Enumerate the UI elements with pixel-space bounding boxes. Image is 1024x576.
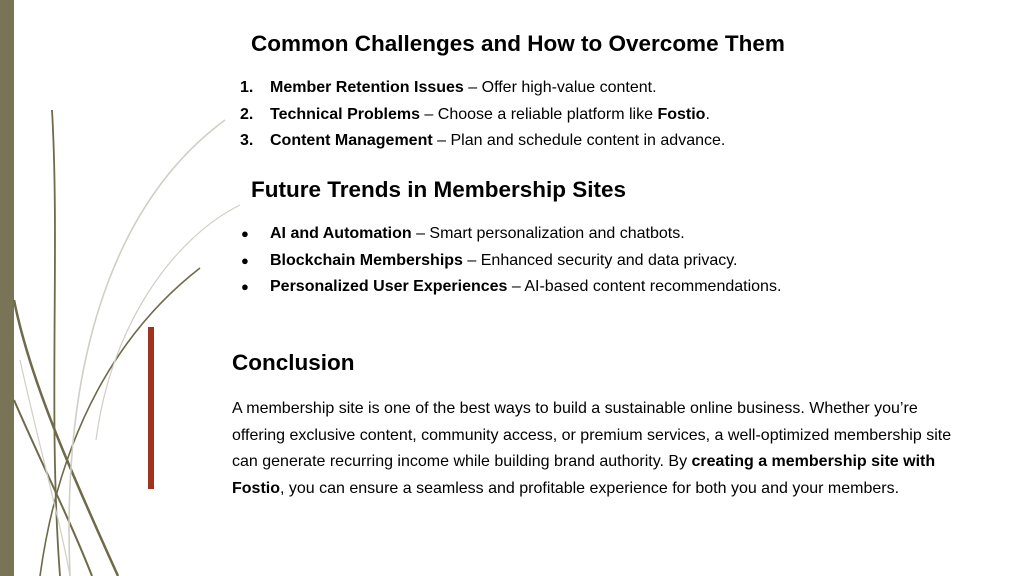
item-desc: – Enhanced security and data privacy. [462, 251, 738, 269]
conclusion-text-after: , you can ensure a seamless and profitable experience for both you and your members. [280, 479, 900, 497]
list-item-text [270, 75, 657, 102]
list-item-text [270, 128, 725, 155]
item-label: Member Retention Issues [270, 79, 464, 96]
trends-heading: Future Trends in Membership Sites [251, 177, 627, 202]
list-item-text [270, 102, 710, 129]
item-desc: – Smart personalization and chatbots. [411, 225, 685, 242]
item-desc: – Plan and schedule content in advance. [432, 132, 726, 149]
item-label: Content Management [270, 132, 433, 149]
item-label: Blockchain Memberships [270, 251, 463, 269]
list-number: 3. [240, 132, 254, 149]
item-label: AI and Automation [270, 225, 412, 242]
list-number: 2. [240, 105, 254, 123]
item-desc: – Choose a reliable platform like [419, 105, 658, 123]
item-desc: – Offer high-value content. [463, 79, 657, 96]
item-label: Technical Problems [270, 105, 420, 123]
bullet-icon: ● [241, 252, 249, 268]
list-item-text [270, 248, 737, 275]
swoosh-dark-1 [14, 300, 118, 576]
bullet-icon: ● [241, 226, 249, 241]
conclusion-text-bold: creating a membership site with Fostio [232, 453, 936, 497]
conclusion-text-before: A membership site is one of the best ways to build a sustainable online business. Whether you’re offering exclusive content, community access, or premium services, a well-optimized membership site can generate recurring income while building brand authority. By [232, 400, 952, 470]
list-item-text [270, 274, 781, 301]
swoosh-dark-4 [40, 268, 200, 576]
list-number: 1. [240, 79, 254, 96]
challenges-heading: Common Challenges and How to Overcome Them [251, 31, 785, 56]
item-highlight: Fostio [657, 105, 706, 123]
conclusion-paragraph [232, 396, 952, 502]
item-label: Personalized User Experiences [270, 278, 508, 295]
item-suffix: . [705, 105, 710, 123]
item-desc: – AI-based content recommendations. [507, 278, 782, 295]
accent-bar [148, 327, 154, 489]
swoosh-light-3 [96, 205, 240, 440]
decorative-swooshes [0, 0, 240, 576]
bullet-icon: ● [241, 279, 249, 294]
conclusion-heading: Conclusion [232, 350, 355, 375]
list-item-text [270, 221, 685, 248]
